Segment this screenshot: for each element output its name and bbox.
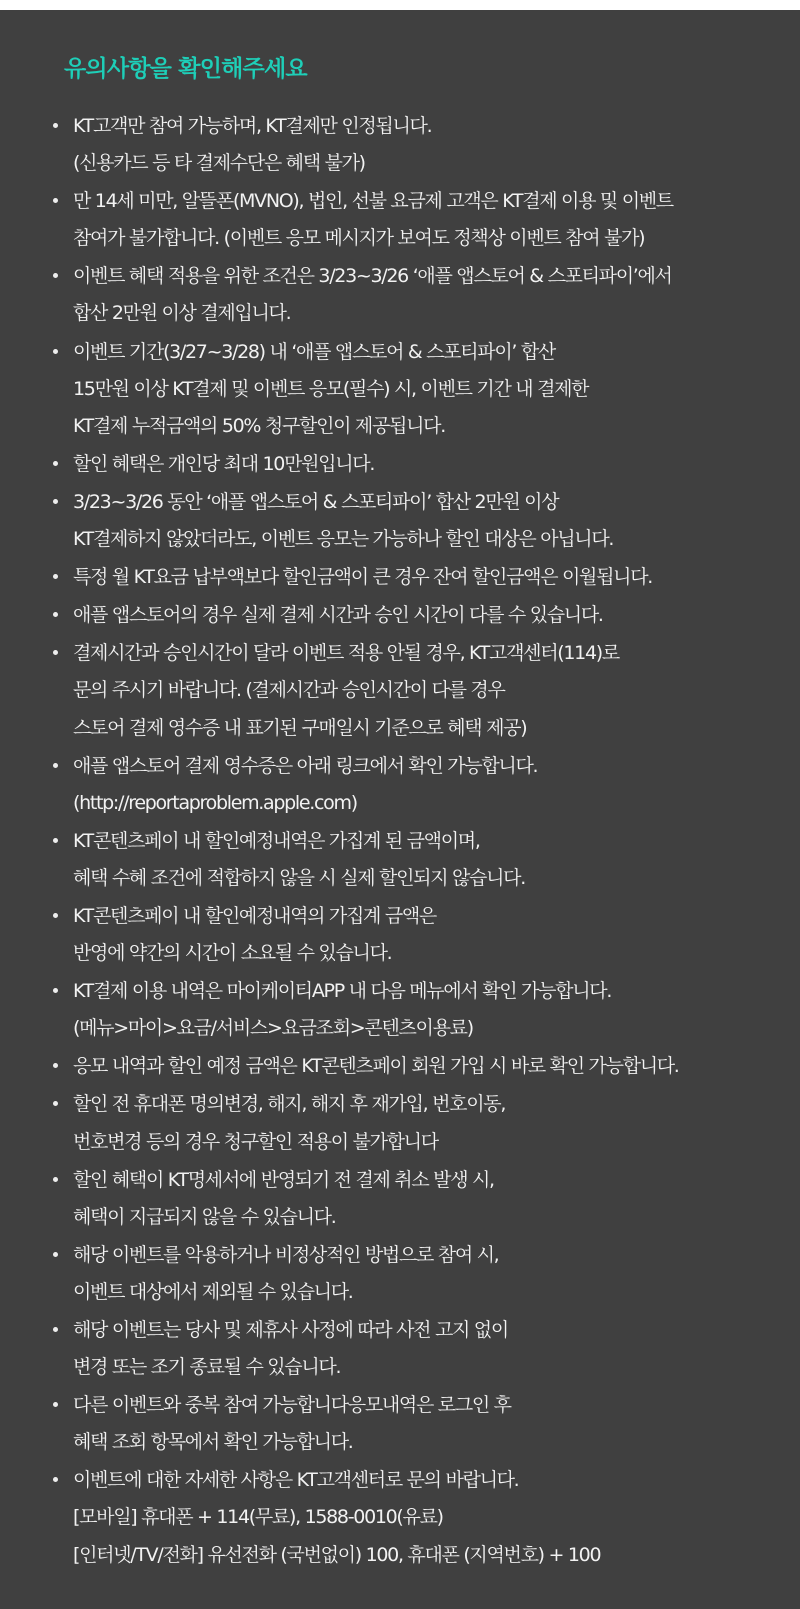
notice-line: 애플 앱스토어 결제 영수증은 아래 링크에서 확인 가능합니다. (73, 754, 538, 777)
notice-item (0, 1048, 800, 1085)
bullet-icon (53, 574, 58, 579)
notice-title: 유의사항을 확인해주세요 (64, 56, 307, 82)
notice-line: KT결제 이용 내역은 마이케이티APP 내 다음 메뉴에서 확인 가능합니다. (73, 980, 612, 1003)
notice-item (0, 597, 800, 634)
bullet-icon (53, 838, 58, 843)
notice-item (0, 446, 800, 483)
notice-item (0, 1312, 800, 1386)
bullet-icon (53, 273, 58, 278)
notice-item (0, 334, 800, 445)
bullet-icon (53, 1252, 58, 1257)
notice-item (0, 1162, 800, 1236)
bullet-icon (53, 650, 58, 655)
notice-item (0, 898, 800, 972)
notice-line: KT결제하지 않았더라도, 이벤트 응모는 가능하나 할인 대상은 아닙니다. (73, 528, 614, 551)
notice-line: 이벤트 기간(3/27~3/28) 내 ‘애플 앱스토어 & 스포티파이’ 합산 (73, 340, 555, 363)
bullet-icon (53, 461, 58, 466)
notice-list (0, 108, 800, 1575)
notice-line: 이벤트 혜택 적용을 위한 조건은 3/23~3/26 ‘애플 앱스토어 & 스포티파이’에서 (73, 265, 672, 288)
notice-item (0, 823, 800, 897)
bullet-icon (53, 913, 58, 918)
notice-line: 이벤트에 대한 자세한 사항은 KT고객센터로 문의 바랍니다. (73, 1469, 519, 1492)
notice-line: 변경 또는 조기 종료될 수 있습니다. (73, 1356, 341, 1379)
notice-line: 문의 주시기 바랍니다. (결제시간과 승인시간이 다를 경우 (73, 679, 505, 702)
notice-line: (신용카드 등 타 결제수단은 혜택 불가) (73, 152, 365, 175)
notice-line: 특정 월 KT요금 납부액보다 할인금액이 큰 경우 잔여 할인금액은 이월됩니다. (73, 566, 653, 589)
notice-line: 만 14세 미만, 알뜰폰(MVNO), 법인, 선불 요금제 고객은 KT결제 이용 및 이벤트 (73, 190, 673, 213)
notice-line: 혜택 조회 항목에서 확인 가능합니다. (73, 1431, 353, 1454)
notice-line: KT고객만 참여 가능하며, KT결제만 인정됩니다. (73, 115, 432, 137)
bullet-icon (53, 123, 58, 128)
notice-panel (0, 10, 800, 1609)
notice-line: 해당 이벤트는 당사 및 제휴사 사정에 따라 사전 고지 없이 (73, 1319, 508, 1341)
bullet-icon (53, 1101, 58, 1106)
notice-line: (http://reportaproblem.apple.com) (73, 791, 357, 814)
notice-line: 다른 이벤트와 중복 참여 가능합니다응모내역은 로그인 후 (73, 1394, 511, 1417)
notice-line: KT결제 누적금액의 50% 청구할인이 제공됩니다. (73, 414, 445, 437)
bullet-icon (53, 198, 58, 203)
notice-line: 이벤트 대상에서 제외될 수 있습니다. (73, 1280, 353, 1303)
notice-item (0, 635, 800, 746)
notice-line: 애플 앱스토어의 경우 실제 결제 시간과 승인 시간이 다를 수 있습니다. (73, 604, 603, 627)
notice-line: 혜택이 지급되지 않을 수 있습니다. (73, 1205, 336, 1228)
bullet-icon (53, 1177, 58, 1182)
notice-item (0, 258, 800, 332)
notice-line: 할인 전 휴대폰 명의변경, 해지, 해지 후 재가입, 번호이동, (73, 1093, 506, 1116)
notice-item (0, 1086, 800, 1160)
notice-line: 합산 2만원 이상 결제입니다. (73, 302, 291, 325)
notice-line: 참여가 불가합니다. (이벤트 응모 메시지가 보여도 정책상 이벤트 참여 불가) (73, 227, 645, 250)
notice-line: 15만원 이상 KT결제 및 이벤트 응모(필수) 시, 이벤트 기간 내 결제한 (73, 377, 589, 400)
notice-item (0, 973, 800, 1047)
notice-line: 3/23~3/26 동안 ‘애플 앱스토어 & 스포티파이’ 합산 2만원 이상 (73, 490, 559, 513)
bullet-icon (53, 612, 58, 617)
bullet-icon (53, 1477, 58, 1482)
notice-line: [모바일] 휴대폰 + 114(무료), 1588-0010(유료) (73, 1506, 443, 1529)
bullet-icon (53, 763, 58, 768)
notice-line: 혜택 수혜 조건에 적합하지 않을 시 실제 할인되지 않습니다. (73, 866, 525, 889)
bullet-icon (53, 1402, 58, 1407)
notice-line: 반영에 약간의 시간이 소요될 수 있습니다. (73, 942, 392, 965)
notice-line: 번호변경 등의 경우 청구할인 적용이 불가합니다 (73, 1130, 438, 1153)
notice-item (0, 559, 800, 596)
notice-item (0, 1237, 800, 1311)
notice-line: [인터넷/TV/전화] 유선전화 (국번없이) 100, 휴대폰 (지역번호) + 100 (73, 1543, 601, 1566)
notice-item (0, 1387, 800, 1461)
notice-item (0, 1462, 800, 1573)
bullet-icon (53, 499, 58, 504)
notice-line: 해당 이벤트를 악용하거나 비정상적인 방법으로 참여 시, (73, 1243, 499, 1266)
notice-line: 스토어 결제 영수증 내 표기된 구매일시 기준으로 혜택 제공) (73, 716, 527, 739)
bullet-icon (53, 349, 58, 354)
bullet-icon (53, 1063, 58, 1068)
bullet-icon (53, 1327, 58, 1332)
notice-line: 할인 혜택은 개인당 최대 10만원입니다. (73, 452, 375, 475)
notice-line: 할인 혜택이 KT명세서에 반영되기 전 결제 취소 발생 시, (73, 1168, 494, 1191)
notice-item (0, 748, 800, 822)
notice-item (0, 108, 800, 182)
notice-line: (메뉴>마이>요금/서비스>요금조회>콘텐츠이용료) (73, 1017, 473, 1040)
notice-line: KT콘텐츠페이 내 할인예정내역은 가집계 된 금액이며, (73, 829, 480, 852)
notice-line: 결제시간과 승인시간이 달라 이벤트 적용 안될 경우, KT고객센터(114)로 (73, 642, 619, 665)
notice-line: KT콘텐츠페이 내 할인예정내역의 가집계 금액은 (73, 904, 436, 927)
bullet-icon (53, 988, 58, 993)
notice-item (0, 183, 800, 257)
notice-line: 응모 내역과 할인 예정 금액은 KT콘텐츠페이 회원 가입 시 바로 확인 가능합니다. (73, 1055, 679, 1078)
notice-item (0, 484, 800, 558)
